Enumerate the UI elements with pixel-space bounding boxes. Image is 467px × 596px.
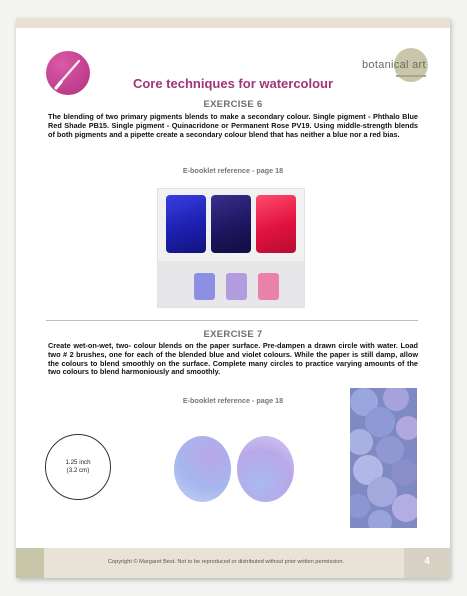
violet-swatch: [226, 273, 247, 300]
circle-size-cm: (3.2 cm): [66, 467, 90, 474]
blend-circle-1: [174, 436, 231, 502]
exercise-6-reference: E-booklet reference - page 18: [182, 166, 284, 175]
exercise-6-heading: EXERCISE 6: [203, 99, 263, 110]
circle-size-inch: 1.25 inch: [65, 459, 91, 466]
footer-bar: [16, 548, 450, 578]
exercise-7-text: Create wet-on-wet, two- colour blends on the paper surface. Pre-dampen a drawn circle with water. Load two # 2 brushes, one for each of the blended blue and violet colours. While the paper is still damp, allow the colours to blend smoothly on the surface. Complete many circles to practice varying amounts of the two colours to blend harmoniously and smoothly.: [48, 341, 418, 377]
hydrangea-photo: [350, 388, 417, 528]
template-circle: [45, 434, 111, 500]
logo-text: botanical art: [362, 59, 426, 71]
exercise-7-heading: EXERCISE 7: [203, 329, 263, 340]
violet-blend-pan: [211, 195, 251, 253]
page-title: Core techniques for watercolour: [132, 76, 334, 91]
blend-circle-2: [237, 436, 294, 502]
top-band: [16, 18, 450, 28]
phthalo-blue-pan: [166, 195, 206, 253]
paint-pans-photo: [157, 188, 305, 308]
exercise-7-reference: E-booklet reference - page 18: [182, 396, 284, 405]
booklet-page: [16, 18, 450, 578]
exercise-6-text: The blending of two primary pigments blends to make a secondary colour. Single pigment - Phthalo Blue Red Shade PB15. Single pigment - Quinacridone or Permanent Rose PV19. Using middle-strength blends of both pigments and a pipette create a secondary colour blend that has neither a blue nor a red bias.: [48, 112, 418, 139]
footer-accent-left: [16, 548, 44, 578]
rose-swatch: [258, 273, 279, 300]
quinacridone-rose-pan: [256, 195, 296, 253]
section-divider: [46, 320, 418, 321]
page-number: 4: [424, 556, 430, 567]
swatch-tray: [158, 261, 304, 307]
copyright-notice: Copyright © Margaret Best. Not to be reproduced or distributed without prior written permission.: [107, 559, 345, 565]
circle-size-label: [46, 459, 110, 475]
blue-swatch: [194, 273, 215, 300]
footer-accent-right: [404, 548, 450, 578]
